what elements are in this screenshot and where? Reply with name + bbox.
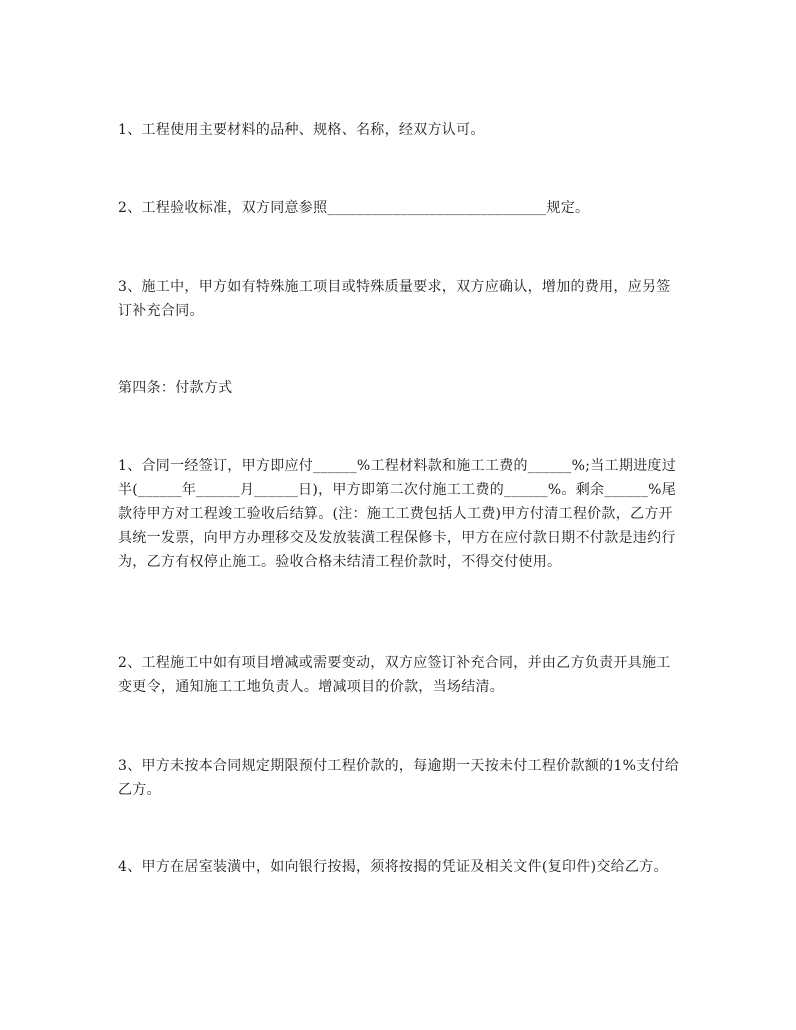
clause-late-payment-penalty: 3、甲方未按本合同规定期限预付工程价款的，每逾期一天按未付工程价款额的1%支付给乙方。 (118, 758, 680, 798)
clause-acceptance-standard: 2、工程验收标准，双方同意参照______________________________规定。 (118, 200, 590, 216)
clause-materials-approval: 1、工程使用主要材料的品种、规格、名称，经双方认可。 (118, 122, 485, 138)
clause-special-requirements: 3、施工中，甲方如有特殊施工项目或特殊质量要求，双方应确认，增加的费用，应另签订补充合同。 (118, 279, 671, 319)
clause-changes-supplement: 2、工程施工中如有项目增减或需要变动，双方应签订补充合同，并由乙方负责开具施工变更令，通知施工工地负责人。增减项目的价款，当场结清。 (118, 655, 671, 695)
clause-payment-schedule: 1、合同一经签订，甲方即应付______%工程材料款和施工工费的______%;当工期进度过半(______年______月______日)，甲方即第二次付施工工费的______%。剩余______%尾款待甲方对工程竣工验收后结算。(注：施工工费包括人工费)甲方付清工程价款，乙方开具统一发票，向甲方办理移交及发放装潢工程保修卡，甲方在应付款日期不付款是违约行为，乙方有权停止施工。验收合格未结清工程价款时，不得交付使用。 (118, 458, 677, 570)
clause-mortgage-documents: 4、甲方在居室装潢中，如向银行按揭，须将按揭的凭证及相关文件(复印件)交给乙方。 (118, 859, 668, 875)
section-heading-payment: 第四条：付款方式 (118, 380, 233, 396)
